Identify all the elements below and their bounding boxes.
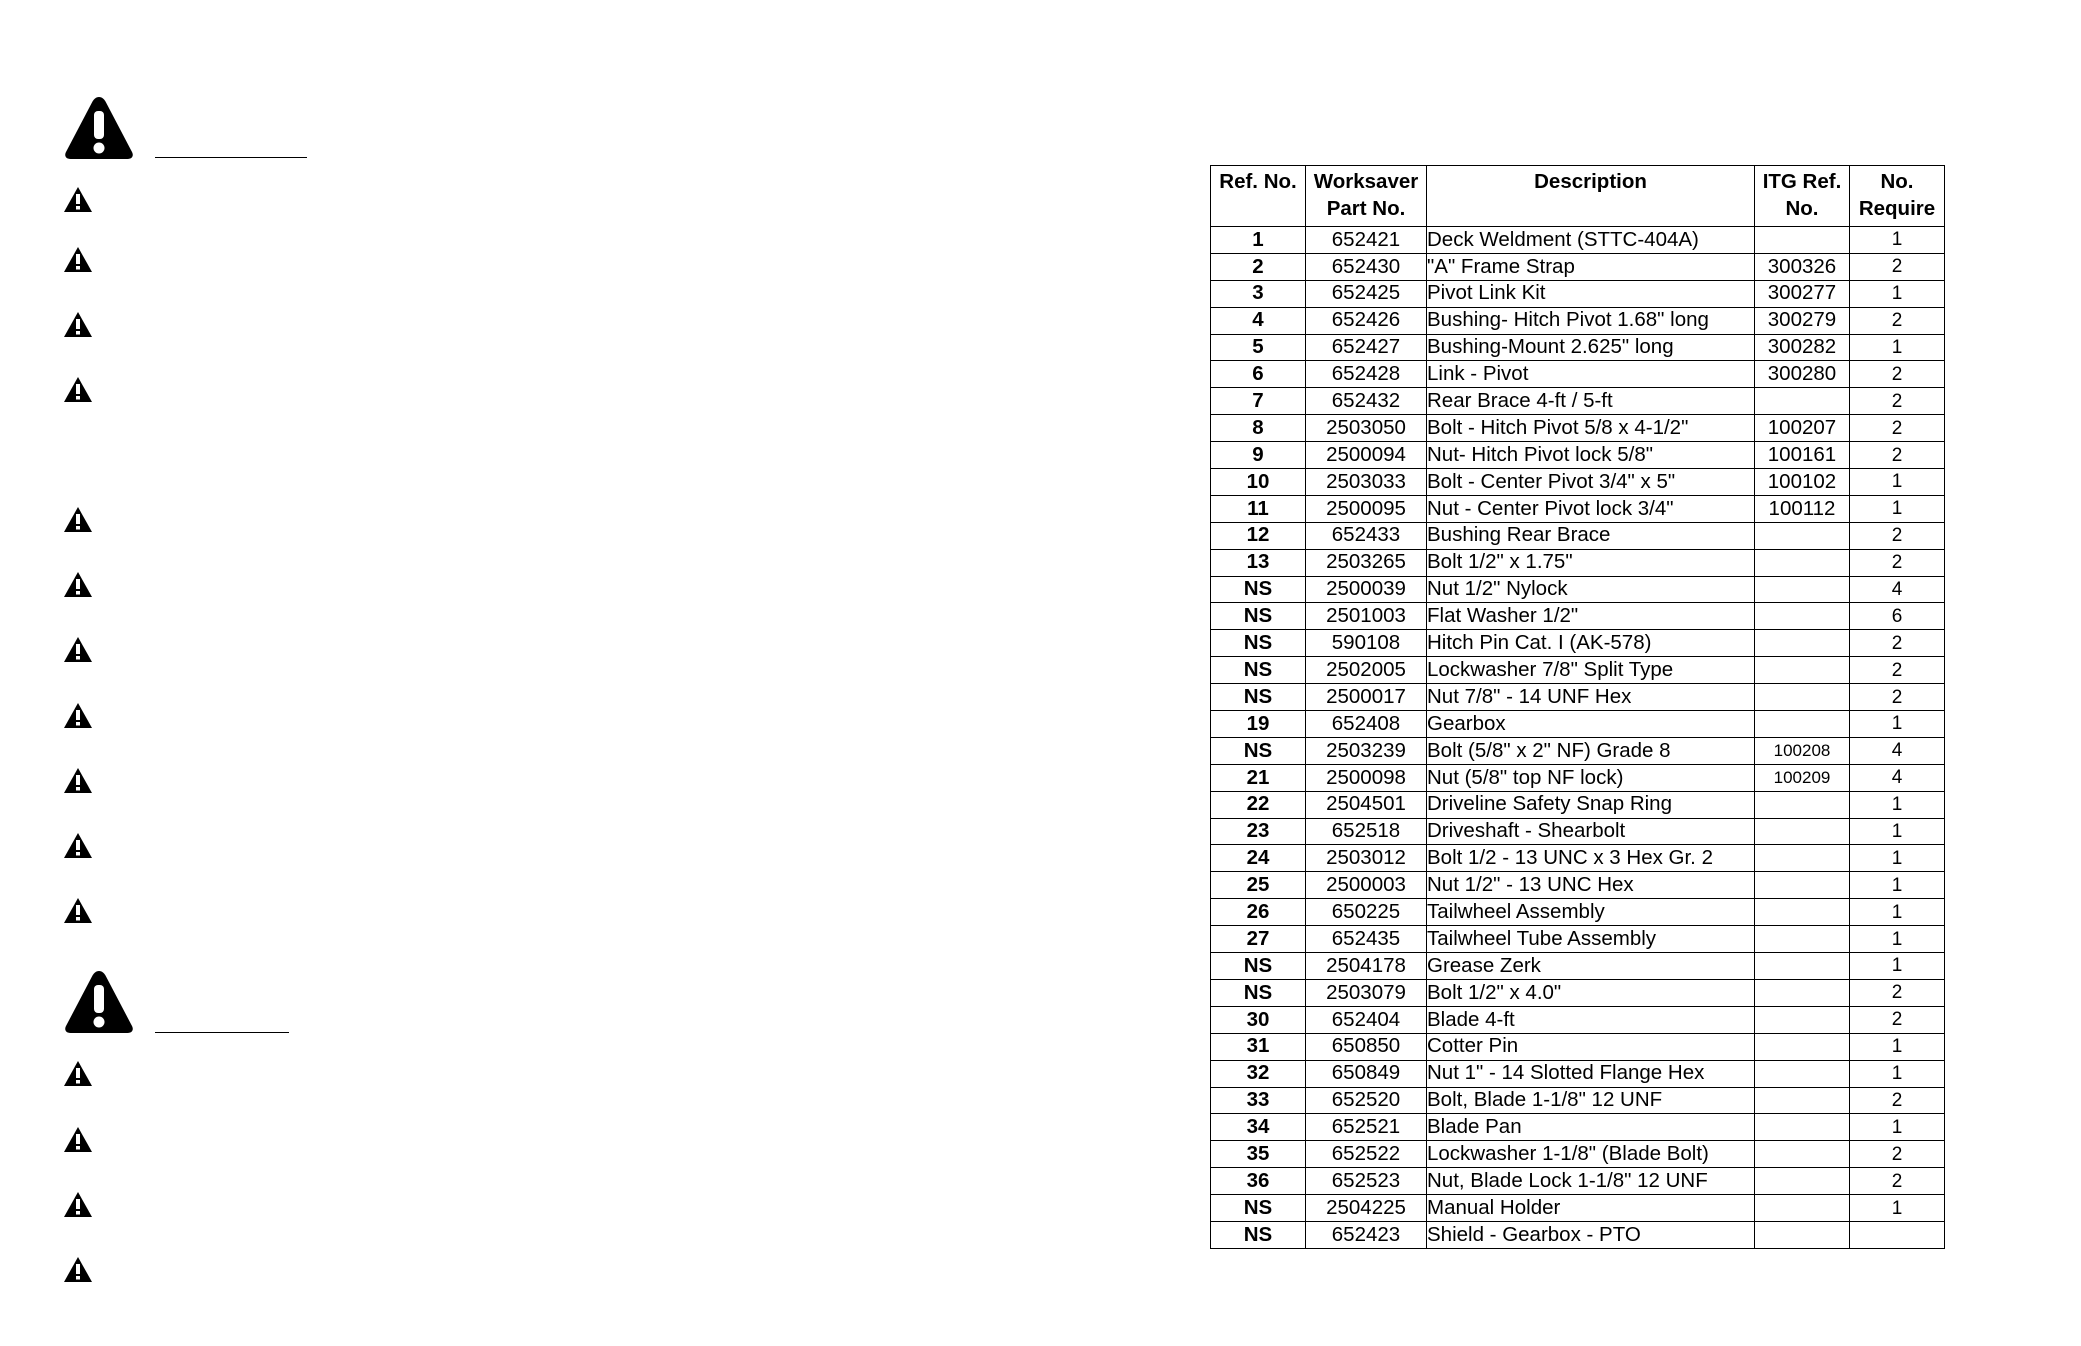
ref-no-cell: 10 xyxy=(1211,469,1306,496)
part-no-cell: 652428 xyxy=(1306,361,1427,388)
column-header-description: Description xyxy=(1427,166,1755,227)
part-no-cell: 590108 xyxy=(1306,630,1427,657)
column-header-itg-ref-no: ITG Ref. No. xyxy=(1755,166,1850,227)
description-cell: Blade 4-ft xyxy=(1427,1006,1755,1033)
ref-no-cell: 21 xyxy=(1211,764,1306,791)
part-no-cell: 652523 xyxy=(1306,1168,1427,1195)
part-no-cell: 650225 xyxy=(1306,899,1427,926)
qty-required-cell: 1 xyxy=(1850,469,1945,496)
ref-no-cell: NS xyxy=(1211,979,1306,1006)
table-row xyxy=(1211,899,1945,926)
description-cell: Hitch Pin Cat. I (AK-578) xyxy=(1427,630,1755,657)
part-no-cell: 652423 xyxy=(1306,1221,1427,1248)
itg-ref-cell xyxy=(1755,711,1850,738)
part-no-cell: 2500095 xyxy=(1306,495,1427,522)
qty-required-cell: 4 xyxy=(1850,737,1945,764)
ref-no-cell: NS xyxy=(1211,1221,1306,1248)
qty-required-cell: 1 xyxy=(1850,280,1945,307)
warning-triangle-icon xyxy=(63,702,93,729)
qty-required-cell: 4 xyxy=(1850,576,1945,603)
qty-required-cell: 2 xyxy=(1850,979,1945,1006)
description-cell: Tailwheel Assembly xyxy=(1427,899,1755,926)
description-cell: Bolt 1/2" x 4.0" xyxy=(1427,979,1755,1006)
description-cell: Nut, Blade Lock 1-1/8" 12 UNF xyxy=(1427,1168,1755,1195)
qty-required-cell: 2 xyxy=(1850,657,1945,684)
part-no-cell: 652426 xyxy=(1306,307,1427,334)
qty-required-cell: 1 xyxy=(1850,1114,1945,1141)
table-row xyxy=(1211,576,1945,603)
itg-ref-cell xyxy=(1755,979,1850,1006)
warning-triangle-icon xyxy=(63,311,93,338)
table-row xyxy=(1211,227,1945,254)
warning-triangle-icon xyxy=(63,1191,93,1218)
table-row xyxy=(1211,1141,1945,1168)
ref-no-cell: 30 xyxy=(1211,1006,1306,1033)
warning-triangle-icon xyxy=(63,1126,93,1153)
table-row xyxy=(1211,791,1945,818)
description-cell: Bushing Rear Brace xyxy=(1427,522,1755,549)
column-header-ref-no: Ref. No. xyxy=(1211,166,1306,227)
part-no-cell: 2503050 xyxy=(1306,415,1427,442)
itg-ref-cell xyxy=(1755,603,1850,630)
itg-ref-cell xyxy=(1755,1114,1850,1141)
ref-no-cell: 7 xyxy=(1211,388,1306,415)
table-row xyxy=(1211,711,1945,738)
warning-triangle-icon xyxy=(63,186,93,213)
itg-ref-cell xyxy=(1755,872,1850,899)
itg-ref-cell xyxy=(1755,1195,1850,1222)
description-cell: Bushing- Hitch Pivot 1.68" long xyxy=(1427,307,1755,334)
table-row xyxy=(1211,549,1945,576)
itg-ref-cell xyxy=(1755,953,1850,980)
description-cell: Nut 1/2" - 13 UNC Hex xyxy=(1427,872,1755,899)
qty-required-cell: 1 xyxy=(1850,926,1945,953)
itg-ref-cell xyxy=(1755,791,1850,818)
ref-no-cell: NS xyxy=(1211,630,1306,657)
table-row xyxy=(1211,388,1945,415)
ref-no-cell: 25 xyxy=(1211,872,1306,899)
qty-required-cell: 1 xyxy=(1850,899,1945,926)
ref-no-cell: NS xyxy=(1211,684,1306,711)
ref-no-cell: 8 xyxy=(1211,415,1306,442)
qty-required-cell: 2 xyxy=(1850,1168,1945,1195)
itg-ref-cell xyxy=(1755,657,1850,684)
part-no-cell: 652430 xyxy=(1306,253,1427,280)
table-row xyxy=(1211,1114,1945,1141)
warning-triangle-icon xyxy=(63,969,135,1035)
part-no-cell: 2502005 xyxy=(1306,657,1427,684)
part-no-cell: 652435 xyxy=(1306,926,1427,953)
table-row xyxy=(1211,495,1945,522)
ref-no-cell: 35 xyxy=(1211,1141,1306,1168)
description-cell: Driveline Safety Snap Ring xyxy=(1427,791,1755,818)
table-row xyxy=(1211,1060,1945,1087)
qty-required-cell: 1 xyxy=(1850,711,1945,738)
ref-no-cell: 12 xyxy=(1211,522,1306,549)
part-no-cell: 2503012 xyxy=(1306,845,1427,872)
warning-triangle-icon xyxy=(63,506,93,533)
qty-required-cell: 1 xyxy=(1850,872,1945,899)
table-row xyxy=(1211,522,1945,549)
part-no-cell: 2503265 xyxy=(1306,549,1427,576)
itg-ref-cell: 300280 xyxy=(1755,361,1850,388)
qty-required-cell: 2 xyxy=(1850,307,1945,334)
ref-no-cell: 1 xyxy=(1211,227,1306,254)
part-no-cell: 652425 xyxy=(1306,280,1427,307)
table-row xyxy=(1211,442,1945,469)
column-header-no-required: No. Require xyxy=(1850,166,1945,227)
warning-triangle-icon xyxy=(63,1060,93,1087)
section-heading-rule xyxy=(155,1032,289,1033)
part-no-cell: 2503033 xyxy=(1306,469,1427,496)
qty-required-cell: 2 xyxy=(1850,388,1945,415)
itg-ref-cell: 100207 xyxy=(1755,415,1850,442)
ref-no-cell: NS xyxy=(1211,953,1306,980)
ref-no-cell: 2 xyxy=(1211,253,1306,280)
itg-ref-cell xyxy=(1755,522,1850,549)
qty-required-cell: 1 xyxy=(1850,1033,1945,1060)
qty-required-cell: 6 xyxy=(1850,603,1945,630)
qty-required-cell: 1 xyxy=(1850,845,1945,872)
qty-required-cell: 4 xyxy=(1850,764,1945,791)
qty-required-cell: 1 xyxy=(1850,334,1945,361)
part-no-cell: 652522 xyxy=(1306,1141,1427,1168)
table-row xyxy=(1211,1033,1945,1060)
itg-ref-cell: 300282 xyxy=(1755,334,1850,361)
warning-triangle-icon xyxy=(63,897,93,924)
ref-no-cell: 9 xyxy=(1211,442,1306,469)
ref-no-cell: 24 xyxy=(1211,845,1306,872)
part-no-cell: 2500003 xyxy=(1306,872,1427,899)
qty-required-cell: 1 xyxy=(1850,1195,1945,1222)
qty-required-cell: 1 xyxy=(1850,495,1945,522)
description-cell: Bushing-Mount 2.625" long xyxy=(1427,334,1755,361)
description-cell: Nut 1/2" Nylock xyxy=(1427,576,1755,603)
table-row xyxy=(1211,737,1945,764)
itg-ref-cell xyxy=(1755,1033,1850,1060)
part-no-cell: 652432 xyxy=(1306,388,1427,415)
description-cell: Nut - Center Pivot lock 3/4" xyxy=(1427,495,1755,522)
part-no-cell: 652518 xyxy=(1306,818,1427,845)
part-no-cell: 652433 xyxy=(1306,522,1427,549)
section-heading-rule xyxy=(155,157,307,158)
description-cell: Link - Pivot xyxy=(1427,361,1755,388)
description-cell: Cotter Pin xyxy=(1427,1033,1755,1060)
column-header-part-no: Worksaver Part No. xyxy=(1306,166,1427,227)
description-cell: Bolt - Hitch Pivot 5/8 x 4-1/2" xyxy=(1427,415,1755,442)
ref-no-cell: NS xyxy=(1211,737,1306,764)
itg-ref-cell xyxy=(1755,1168,1850,1195)
part-no-cell: 2500039 xyxy=(1306,576,1427,603)
ref-no-cell: 34 xyxy=(1211,1114,1306,1141)
part-no-cell: 2500094 xyxy=(1306,442,1427,469)
warning-triangle-icon xyxy=(63,832,93,859)
description-cell: Pivot Link Kit xyxy=(1427,280,1755,307)
table-row xyxy=(1211,1006,1945,1033)
description-cell: "A" Frame Strap xyxy=(1427,253,1755,280)
part-no-cell: 2503079 xyxy=(1306,979,1427,1006)
description-cell: Lockwasher 1-1/8" (Blade Bolt) xyxy=(1427,1141,1755,1168)
table-row xyxy=(1211,334,1945,361)
part-no-cell: 2500098 xyxy=(1306,764,1427,791)
part-no-cell: 650849 xyxy=(1306,1060,1427,1087)
itg-ref-cell xyxy=(1755,227,1850,254)
qty-required-cell: 1 xyxy=(1850,1060,1945,1087)
description-cell: Blade Pan xyxy=(1427,1114,1755,1141)
ref-no-cell: 36 xyxy=(1211,1168,1306,1195)
itg-ref-cell xyxy=(1755,845,1850,872)
ref-no-cell: 13 xyxy=(1211,549,1306,576)
qty-required-cell: 1 xyxy=(1850,818,1945,845)
itg-ref-cell: 300326 xyxy=(1755,253,1850,280)
table-row xyxy=(1211,979,1945,1006)
qty-required-cell: 2 xyxy=(1850,684,1945,711)
table-row xyxy=(1211,872,1945,899)
table-row xyxy=(1211,1087,1945,1114)
ref-no-cell: 6 xyxy=(1211,361,1306,388)
qty-required-cell: 1 xyxy=(1850,953,1945,980)
qty-required-cell: 2 xyxy=(1850,1006,1945,1033)
qty-required-cell: 2 xyxy=(1850,253,1945,280)
ref-no-cell: 19 xyxy=(1211,711,1306,738)
part-no-cell: 650850 xyxy=(1306,1033,1427,1060)
description-cell: Rear Brace 4-ft / 5-ft xyxy=(1427,388,1755,415)
part-no-cell: 2500017 xyxy=(1306,684,1427,711)
ref-no-cell: 3 xyxy=(1211,280,1306,307)
description-cell: Nut- Hitch Pivot lock 5/8" xyxy=(1427,442,1755,469)
qty-required-cell xyxy=(1850,1221,1945,1248)
qty-required-cell: 2 xyxy=(1850,549,1945,576)
part-no-cell: 652521 xyxy=(1306,1114,1427,1141)
table-row xyxy=(1211,469,1945,496)
itg-ref-cell: 100102 xyxy=(1755,469,1850,496)
itg-ref-cell xyxy=(1755,576,1850,603)
qty-required-cell: 2 xyxy=(1850,415,1945,442)
description-cell: Tailwheel Tube Assembly xyxy=(1427,926,1755,953)
qty-required-cell: 1 xyxy=(1850,227,1945,254)
table-row xyxy=(1211,603,1945,630)
description-cell: Manual Holder xyxy=(1427,1195,1755,1222)
table-row xyxy=(1211,684,1945,711)
table-row xyxy=(1211,926,1945,953)
itg-ref-cell xyxy=(1755,926,1850,953)
description-cell: Bolt (5/8" x 2" NF) Grade 8 xyxy=(1427,737,1755,764)
qty-required-cell: 2 xyxy=(1850,630,1945,657)
itg-ref-cell xyxy=(1755,1087,1850,1114)
warning-triangle-icon xyxy=(63,376,93,403)
qty-required-cell: 2 xyxy=(1850,522,1945,549)
itg-ref-cell xyxy=(1755,388,1850,415)
warning-triangle-icon xyxy=(63,246,93,273)
table-row xyxy=(1211,764,1945,791)
itg-ref-cell xyxy=(1755,899,1850,926)
warning-triangle-icon xyxy=(63,767,93,794)
description-cell: Deck Weldment (STTC-404A) xyxy=(1427,227,1755,254)
table-row xyxy=(1211,630,1945,657)
part-no-cell: 652520 xyxy=(1306,1087,1427,1114)
part-no-cell: 652408 xyxy=(1306,711,1427,738)
part-no-cell: 652421 xyxy=(1306,227,1427,254)
description-cell: Grease Zerk xyxy=(1427,953,1755,980)
table-row xyxy=(1211,818,1945,845)
parts-table-body xyxy=(1211,227,1945,1249)
description-cell: Bolt - Center Pivot 3/4" x 5" xyxy=(1427,469,1755,496)
description-cell: Bolt 1/2 - 13 UNC x 3 Hex Gr. 2 xyxy=(1427,845,1755,872)
ref-no-cell: NS xyxy=(1211,603,1306,630)
table-row xyxy=(1211,1221,1945,1248)
itg-ref-cell: 300277 xyxy=(1755,280,1850,307)
itg-ref-cell xyxy=(1755,818,1850,845)
table-row xyxy=(1211,845,1945,872)
itg-ref-cell: 100208 xyxy=(1755,737,1850,764)
ref-no-cell: 31 xyxy=(1211,1033,1306,1060)
qty-required-cell: 2 xyxy=(1850,1087,1945,1114)
description-cell: Flat Washer 1/2" xyxy=(1427,603,1755,630)
ref-no-cell: 4 xyxy=(1211,307,1306,334)
table-row xyxy=(1211,1195,1945,1222)
description-cell: Nut 1" - 14 Slotted Flange Hex xyxy=(1427,1060,1755,1087)
itg-ref-cell xyxy=(1755,1006,1850,1033)
part-no-cell: 2504501 xyxy=(1306,791,1427,818)
part-no-cell: 652404 xyxy=(1306,1006,1427,1033)
ref-no-cell: 23 xyxy=(1211,818,1306,845)
table-row xyxy=(1211,280,1945,307)
itg-ref-cell xyxy=(1755,1141,1850,1168)
ref-no-cell: NS xyxy=(1211,576,1306,603)
ref-no-cell: 32 xyxy=(1211,1060,1306,1087)
description-cell: Shield - Gearbox - PTO xyxy=(1427,1221,1755,1248)
table-row xyxy=(1211,307,1945,334)
qty-required-cell: 2 xyxy=(1850,1141,1945,1168)
warning-triangle-icon xyxy=(63,1256,93,1283)
itg-ref-cell xyxy=(1755,1221,1850,1248)
parts-list-table xyxy=(1210,165,1945,1249)
itg-ref-cell: 100112 xyxy=(1755,495,1850,522)
part-no-cell: 2503239 xyxy=(1306,737,1427,764)
itg-ref-cell: 100161 xyxy=(1755,442,1850,469)
ref-no-cell: 22 xyxy=(1211,791,1306,818)
ref-no-cell: NS xyxy=(1211,657,1306,684)
table-row xyxy=(1211,415,1945,442)
warning-triangle-icon xyxy=(63,571,93,598)
table-header-row xyxy=(1211,166,1945,227)
part-no-cell: 2504178 xyxy=(1306,953,1427,980)
description-cell: Bolt, Blade 1-1/8" 12 UNF xyxy=(1427,1087,1755,1114)
part-no-cell: 2504225 xyxy=(1306,1195,1427,1222)
table-row xyxy=(1211,253,1945,280)
table-row xyxy=(1211,953,1945,980)
ref-no-cell: 11 xyxy=(1211,495,1306,522)
ref-no-cell: 27 xyxy=(1211,926,1306,953)
ref-no-cell: 26 xyxy=(1211,899,1306,926)
ref-no-cell: 5 xyxy=(1211,334,1306,361)
table-row xyxy=(1211,1168,1945,1195)
table-row xyxy=(1211,361,1945,388)
qty-required-cell: 2 xyxy=(1850,442,1945,469)
itg-ref-cell: 100209 xyxy=(1755,764,1850,791)
table-row xyxy=(1211,657,1945,684)
qty-required-cell: 2 xyxy=(1850,361,1945,388)
itg-ref-cell xyxy=(1755,1060,1850,1087)
warning-triangle-icon xyxy=(63,95,135,161)
part-no-cell: 652427 xyxy=(1306,334,1427,361)
itg-ref-cell xyxy=(1755,630,1850,657)
qty-required-cell: 1 xyxy=(1850,791,1945,818)
description-cell: Nut 7/8" - 14 UNF Hex xyxy=(1427,684,1755,711)
itg-ref-cell: 300279 xyxy=(1755,307,1850,334)
ref-no-cell: NS xyxy=(1211,1195,1306,1222)
description-cell: Bolt 1/2" x 1.75" xyxy=(1427,549,1755,576)
warning-triangle-icon xyxy=(63,636,93,663)
description-cell: Gearbox xyxy=(1427,711,1755,738)
itg-ref-cell xyxy=(1755,684,1850,711)
part-no-cell: 2501003 xyxy=(1306,603,1427,630)
description-cell: Lockwasher 7/8" Split Type xyxy=(1427,657,1755,684)
description-cell: Driveshaft - Shearbolt xyxy=(1427,818,1755,845)
description-cell: Nut (5/8" top NF lock) xyxy=(1427,764,1755,791)
ref-no-cell: 33 xyxy=(1211,1087,1306,1114)
itg-ref-cell xyxy=(1755,549,1850,576)
